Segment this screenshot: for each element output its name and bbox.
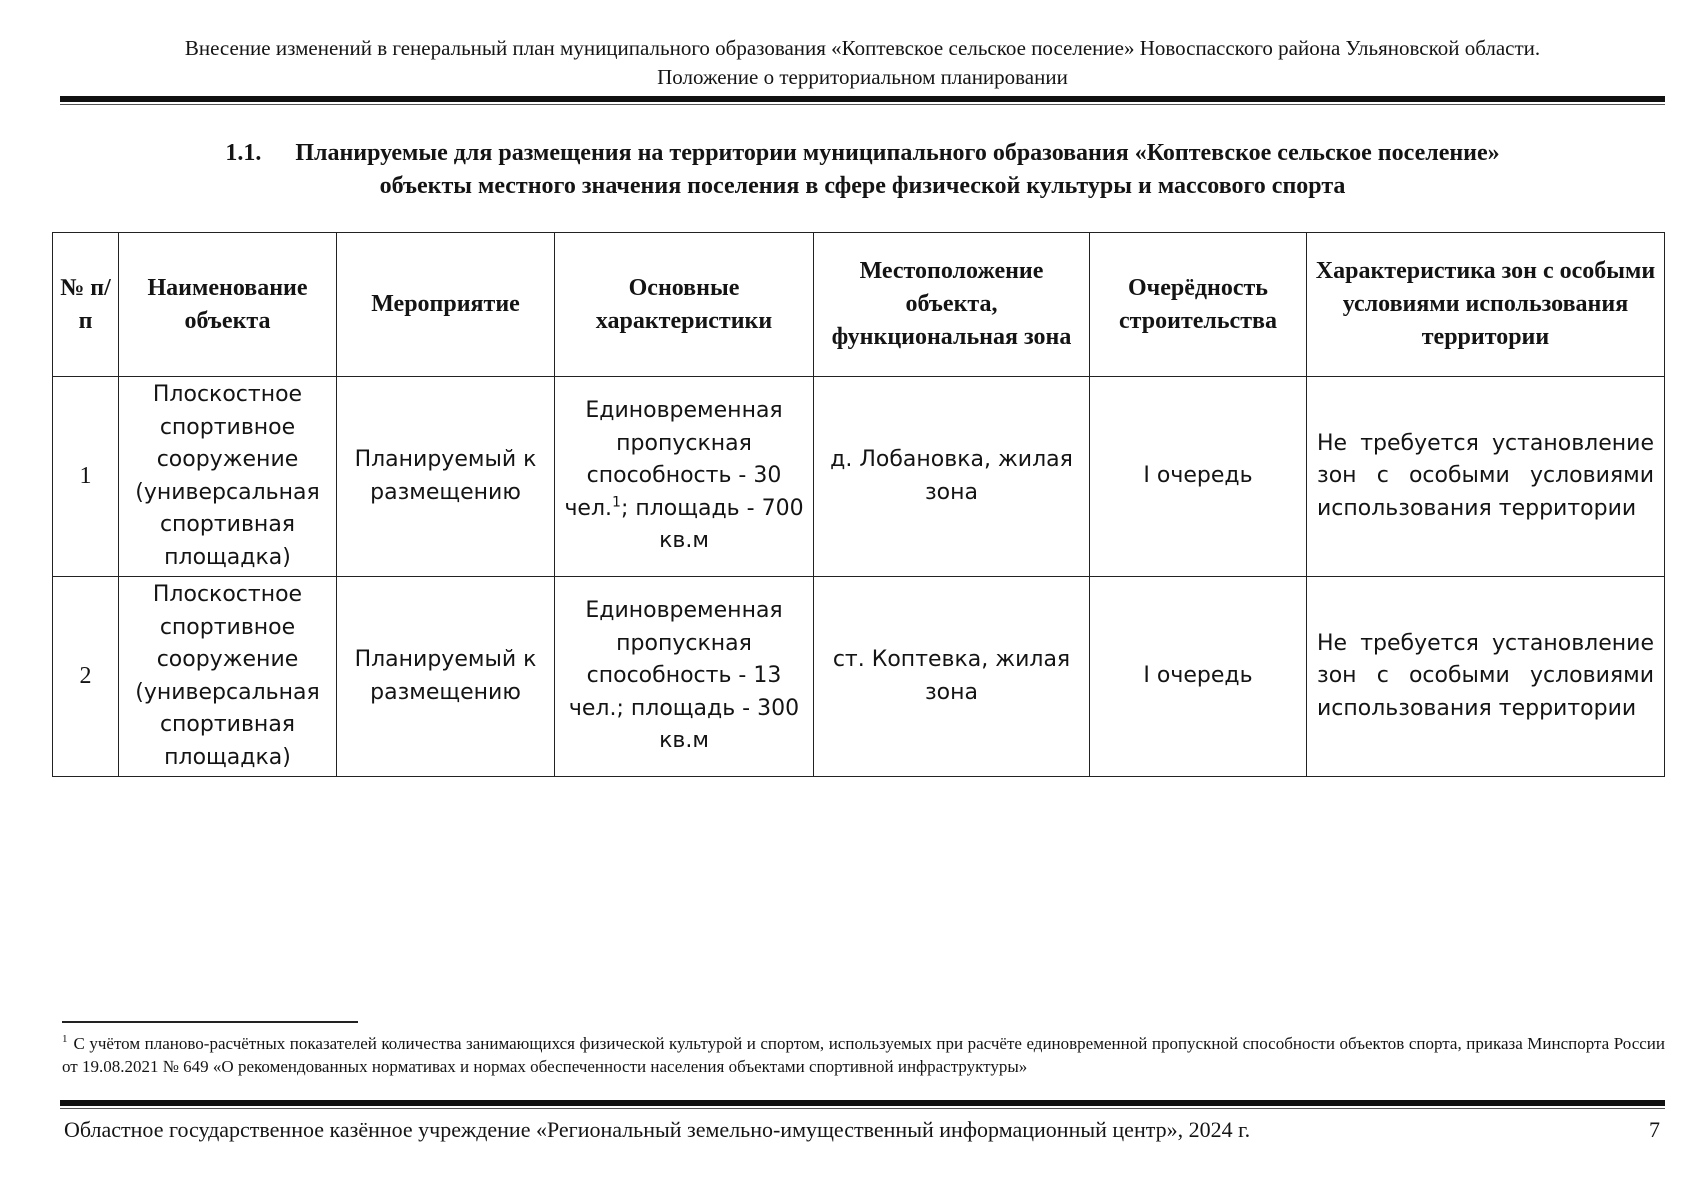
object-characteristics — [555, 377, 814, 577]
header-subtitle: Положение о территориальном планировании — [657, 65, 1068, 89]
footer-rule-thin — [60, 1108, 1665, 1109]
footnote-separator — [62, 1021, 358, 1023]
footnote-ref[interactable]: 1 — [612, 494, 621, 511]
characteristics-text: Единовременная пропускная способность - 30 чел. — [564, 398, 783, 521]
object-name: Плоскостное спортивное сооружение (универсальная спортивная площадка) — [119, 377, 337, 577]
footnote-mark: 1 — [62, 1033, 68, 1046]
object-location: ст. Коптевка, жилая зона — [814, 577, 1090, 777]
object-zone: Не требуется установление зон с особыми условиями использования территории — [1307, 377, 1665, 577]
header-rule — [60, 96, 1665, 102]
object-stage: I очередь — [1090, 377, 1307, 577]
header-rule-thin — [60, 104, 1665, 105]
object-characteristics: Единовременная пропускная способность - 13 чел.; площадь - 300 кв.м — [555, 577, 814, 777]
footer-rule — [60, 1100, 1665, 1106]
section-number: 1.1. — [225, 140, 262, 166]
characteristics-text-cont: ; площадь - 700 кв.м — [620, 495, 804, 554]
col-header-number: № п/п — [53, 233, 119, 377]
object-stage: I очередь — [1090, 577, 1307, 777]
footer-text: Областное государственное казённое учреждение «Региональный земельно-имущественный информационный центр», 2024 г. — [64, 1117, 1251, 1142]
col-header-action: Мероприятие — [337, 233, 555, 377]
col-header-stage: Очерёдность строительства — [1090, 233, 1307, 377]
section-title-line2: объекты местного значения поселения в сфере физической культуры и массового спорта — [379, 173, 1346, 199]
page-header — [60, 34, 1665, 92]
col-header-location: Местоположение объекта, функциональная зона — [814, 233, 1090, 377]
object-location: д. Лобановка, жилая зона — [814, 377, 1090, 577]
page-number: 7 — [1649, 1117, 1660, 1142]
footnote — [62, 1032, 1665, 1078]
object-zone: Не требуется установление зон с особыми условиями использования территории — [1307, 577, 1665, 777]
page-footer — [64, 1115, 1664, 1145]
object-action: Планируемый к размещению — [337, 377, 555, 577]
object-name: Плоскостное спортивное сооружение (универсальная спортивная площадка) — [119, 577, 337, 777]
table-row — [53, 577, 1665, 777]
section-title — [60, 137, 1665, 203]
object-action: Планируемый к размещению — [337, 577, 555, 777]
objects-table — [52, 232, 1665, 777]
row-number: 1 — [53, 377, 119, 577]
col-header-characteristics: Основные характеристики — [555, 233, 814, 377]
row-number: 2 — [53, 577, 119, 777]
col-header-zone: Характеристика зон с особыми условиями использования территории — [1307, 233, 1665, 377]
section-title-line1: Планируемые для размещения на территории муниципального образования «Коптевское сельское поселение» — [295, 140, 1500, 166]
header-title: Внесение изменений в генеральный план муниципального образования «Коптевское сельское поселение» Новоспасского района Ульяновской области. — [184, 36, 1541, 60]
footnote-text: С учётом планово-расчётных показателей количества занимающихся физической культурой и спортом, используемых при расчёте единовременной пропускной способности объектов спорта, приказа Минспорта России от 19.08.2021 № 649 «О рекомендованных нормативах и нормах обеспеченности населения объектами спортивной инфраструктуры» — [62, 1034, 1665, 1076]
table-header-row — [53, 233, 1665, 377]
col-header-name: Наименование объекта — [119, 233, 337, 377]
table-row — [53, 377, 1665, 577]
